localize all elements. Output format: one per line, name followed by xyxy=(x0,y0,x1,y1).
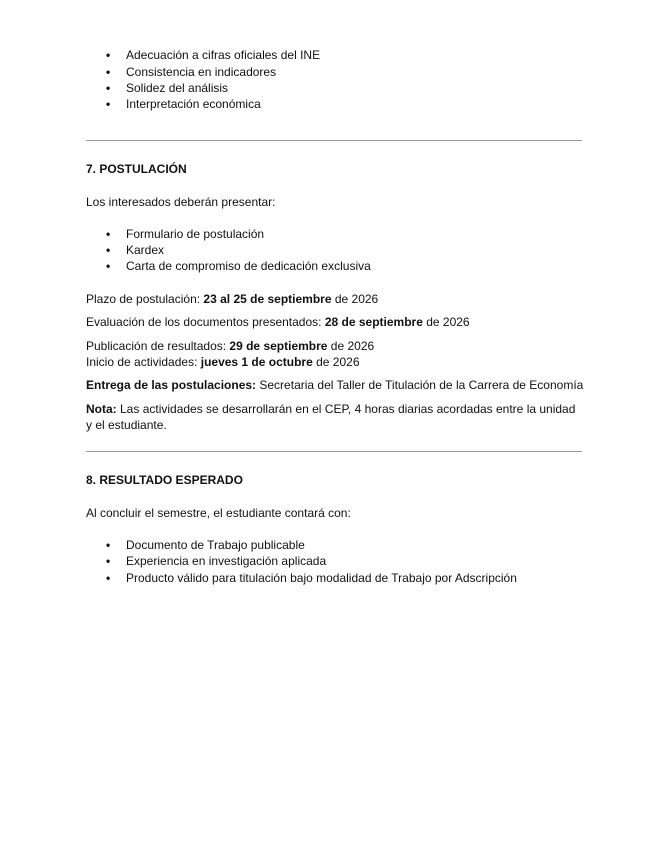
inicio-actividades: Inicio de actividades: jueves 1 de octubre de 2026 xyxy=(86,355,360,369)
nota: Nota: Las actividades se desarrollarán en el CEP, 4 horas diarias acordadas entre la unidad y el estudiante. xyxy=(86,402,576,432)
section-heading-postulacion: 7. POSTULACIÓN xyxy=(86,162,187,176)
evaluacion-documentos: Evaluación de los documentos presentados: 28 de septiembre de 2026 xyxy=(86,315,470,329)
plazo-postulacion: Plazo de postulación: 23 al 25 de septiembre de 2026 xyxy=(86,292,379,306)
section-intro: Al concluir el semestre, el estudiante contará con: xyxy=(86,506,351,520)
entrega-postulaciones: Entrega de las postulaciones: Secretaria del Taller de Titulación de la Carrera de Economía xyxy=(86,378,584,392)
publicacion-resultados: Publicación de resultados: 29 de septiembre de 2026 xyxy=(86,339,375,353)
section-intro: Los interesados deberán presentar: xyxy=(86,195,276,209)
section-heading-resultado: 8. RESULTADO ESPERADO xyxy=(86,473,243,487)
section-divider xyxy=(86,451,582,452)
section-divider xyxy=(86,140,582,141)
